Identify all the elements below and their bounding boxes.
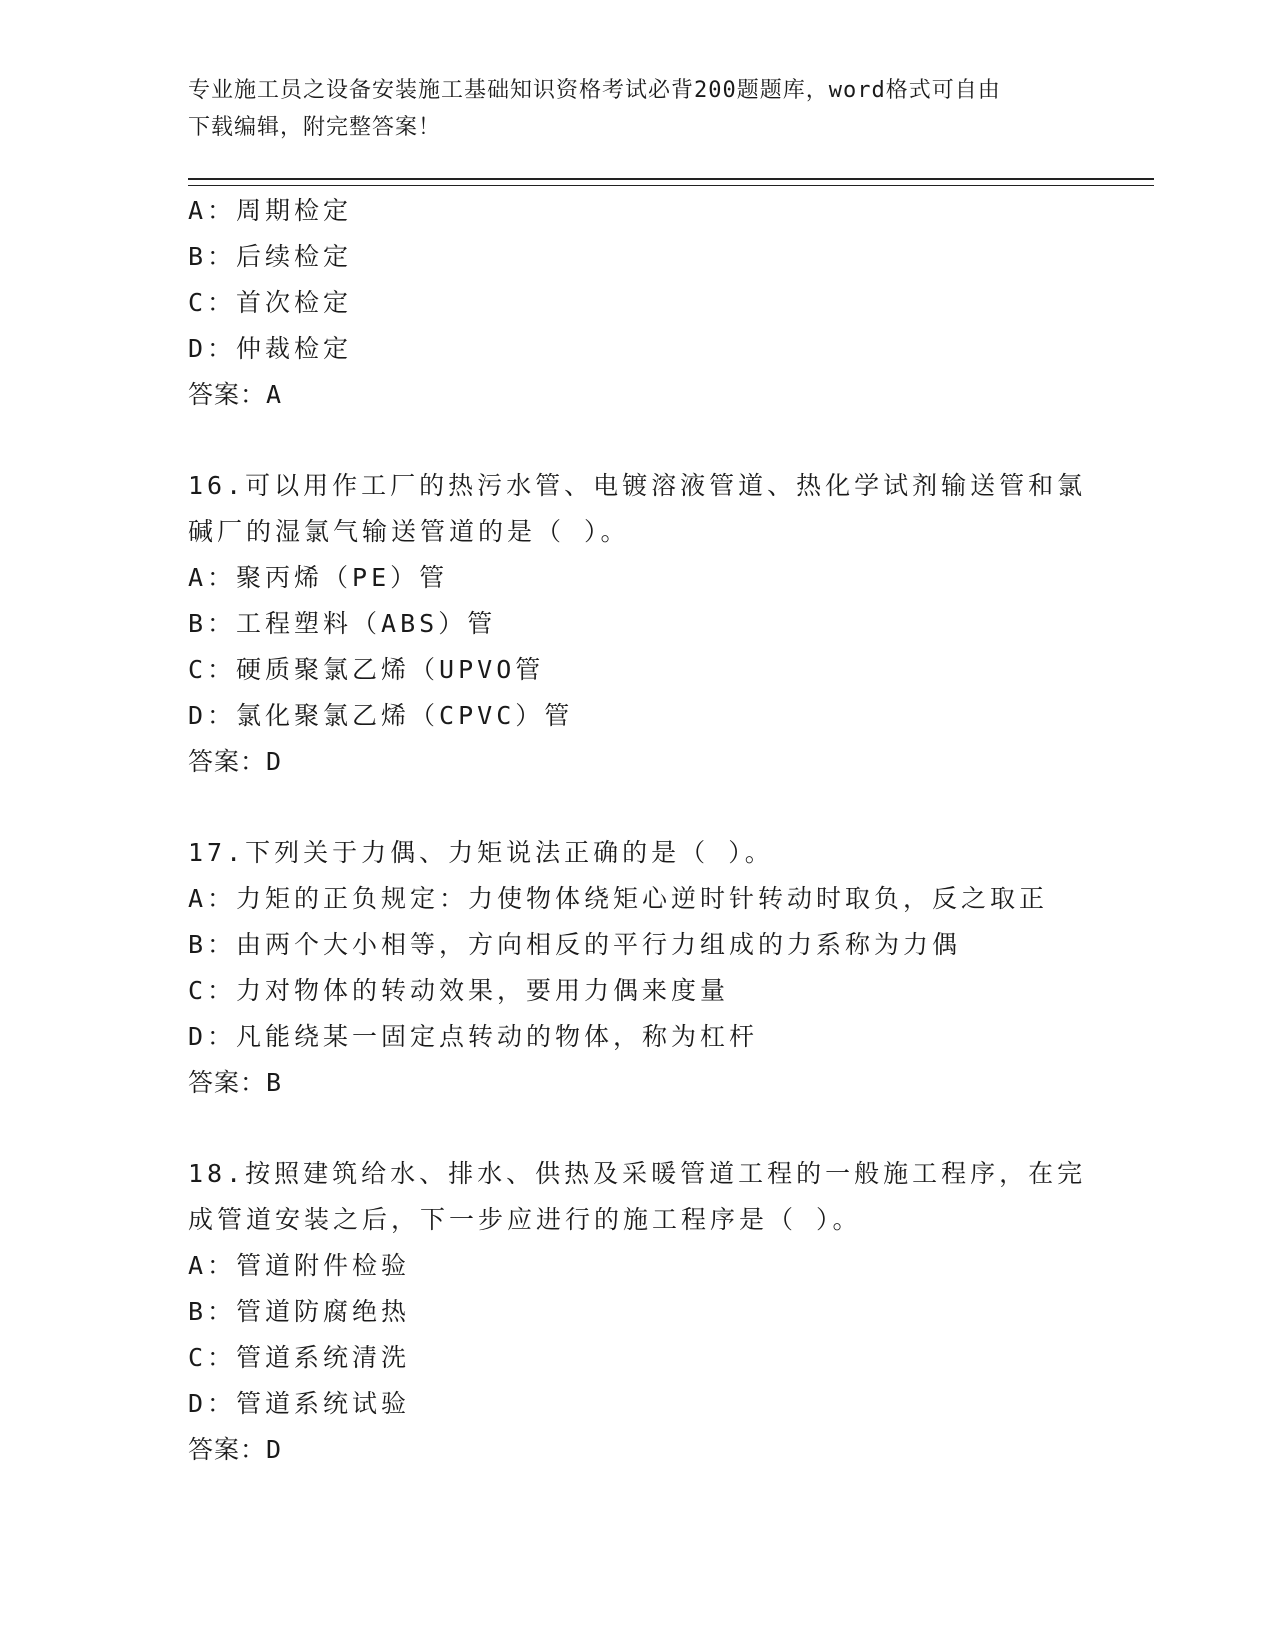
question-15-continued	[188, 188, 1088, 418]
option-a: A：聚丙烯（PE）管	[188, 563, 449, 592]
option-d: D：凡能绕某一固定点转动的物体，称为杠杆	[188, 1022, 759, 1051]
option-c: C：管道系统清洗	[188, 1343, 411, 1372]
option-b: B：后续检定	[188, 242, 353, 271]
option-c: C：首次检定	[188, 288, 353, 317]
question-stem-line-1: 16.可以用作工厂的热污水管、电镀溶液管道、热化学试剂输送管和氯	[188, 471, 1087, 500]
header-line-1: 专业施工员之设备安装施工基础知识资格考试必背200题题库，word格式可自由	[188, 78, 1001, 103]
option-a: A：管道附件检验	[188, 1251, 411, 1280]
header-line-2: 下载编辑，附完整答案！	[188, 115, 442, 140]
option-c: C：硬质聚氯乙烯（UPVO管	[188, 655, 545, 684]
question-stem-line-2: 碱厂的湿氯气输送管道的是（ ）。	[188, 517, 630, 546]
option-b: B：由两个大小相等，方向相反的平行力组成的力系称为力偶	[188, 930, 962, 959]
answer: 答案：A	[188, 380, 283, 409]
header-divider	[188, 178, 1154, 186]
question-17	[188, 830, 1088, 1106]
option-b: B：工程塑料（ABS）管	[188, 609, 497, 638]
question-list	[188, 188, 1088, 1473]
answer: 答案：D	[188, 1435, 283, 1464]
question-stem-line-1: 17.下列关于力偶、力矩说法正确的是（ ）。	[188, 838, 774, 867]
document-header	[188, 72, 1088, 146]
option-b: B：管道防腐绝热	[188, 1297, 411, 1326]
option-c: C：力对物体的转动效果，要用力偶来度量	[188, 976, 730, 1005]
option-d: D：管道系统试验	[188, 1389, 411, 1418]
question-18	[188, 1151, 1088, 1473]
option-a: A：周期检定	[188, 196, 353, 225]
answer: 答案：B	[188, 1068, 283, 1097]
question-stem-line-1: 18.按照建筑给水、排水、供热及采暖管道工程的一般施工程序，在完	[188, 1159, 1087, 1188]
answer: 答案：D	[188, 747, 283, 776]
option-d: D：氯化聚氯乙烯（CPVC）管	[188, 701, 574, 730]
question-16	[188, 463, 1088, 785]
option-a: A：力矩的正负规定：力使物体绕矩心逆时针转动时取负，反之取正	[188, 884, 1049, 913]
option-d: D：仲裁检定	[188, 334, 353, 363]
question-stem-line-2: 成管道安装之后，下一步应进行的施工程序是（ ）。	[188, 1205, 862, 1234]
